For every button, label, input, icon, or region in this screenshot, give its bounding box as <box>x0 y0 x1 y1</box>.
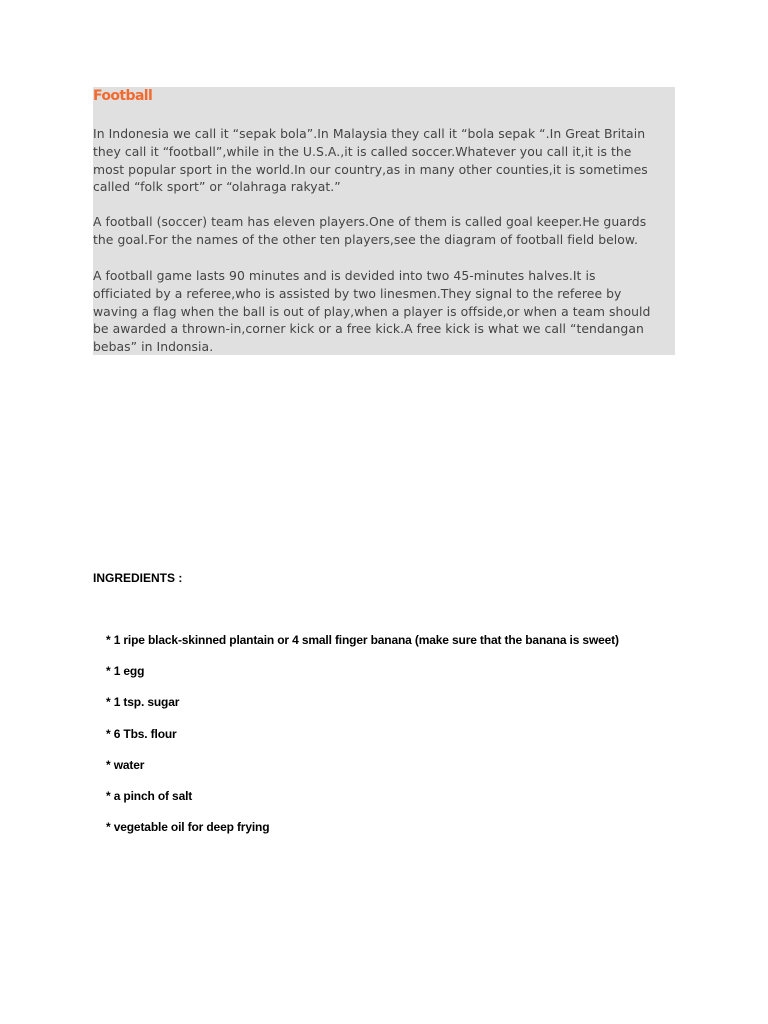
ingredient-item: * 1 egg <box>106 664 145 679</box>
ingredient-item: * 1 ripe black-skinned plantain or 4 small finger banana (make sure that the banana is sweet) <box>106 633 619 647</box>
ingredient-item: * vegetable oil for deep frying <box>106 820 270 835</box>
article-paragraph: A football (soccer) team has eleven players.One of them is called goal keeper.He guards the goal.For the names of the other ten players,see the diagram of football field below. <box>93 214 647 247</box>
ingredient-item: * 6 Tbs. flour <box>106 726 177 741</box>
ingredient-item: * a pinch of salt <box>106 788 193 803</box>
article-paragraph: A football game lasts 90 minutes and is devided into two 45-minutes halves.It is officiated by a referee,who is assisted by two linesmen.They signal to the referee by waving a flag when the ball is out of play,when a player is offside,or when a team should be awarded a thrown-in,corner kick or a free kick.A free kick is what we call “tendangan bebas” in Indonsia. <box>93 268 651 355</box>
ingredients-heading: INGREDIENTS : <box>93 571 183 585</box>
ingredient-item: * 1 tsp. sugar <box>106 695 180 710</box>
article-paragraph: In Indonesia we call it “sepak bola”.In Malaysia they call it “bola sepak “.In Great Britain they call it “football”,while in the U.S.A.,it is called soccer.Whatever you call it,it is the most popular sport in the world.In our country,as in many other counties,it is sometimes called “folk sport” or “olahraga rakyat.” <box>93 126 648 195</box>
ingredients-list <box>106 632 619 850</box>
ingredient-item: * water <box>106 757 145 772</box>
article-title: Football <box>93 88 153 104</box>
